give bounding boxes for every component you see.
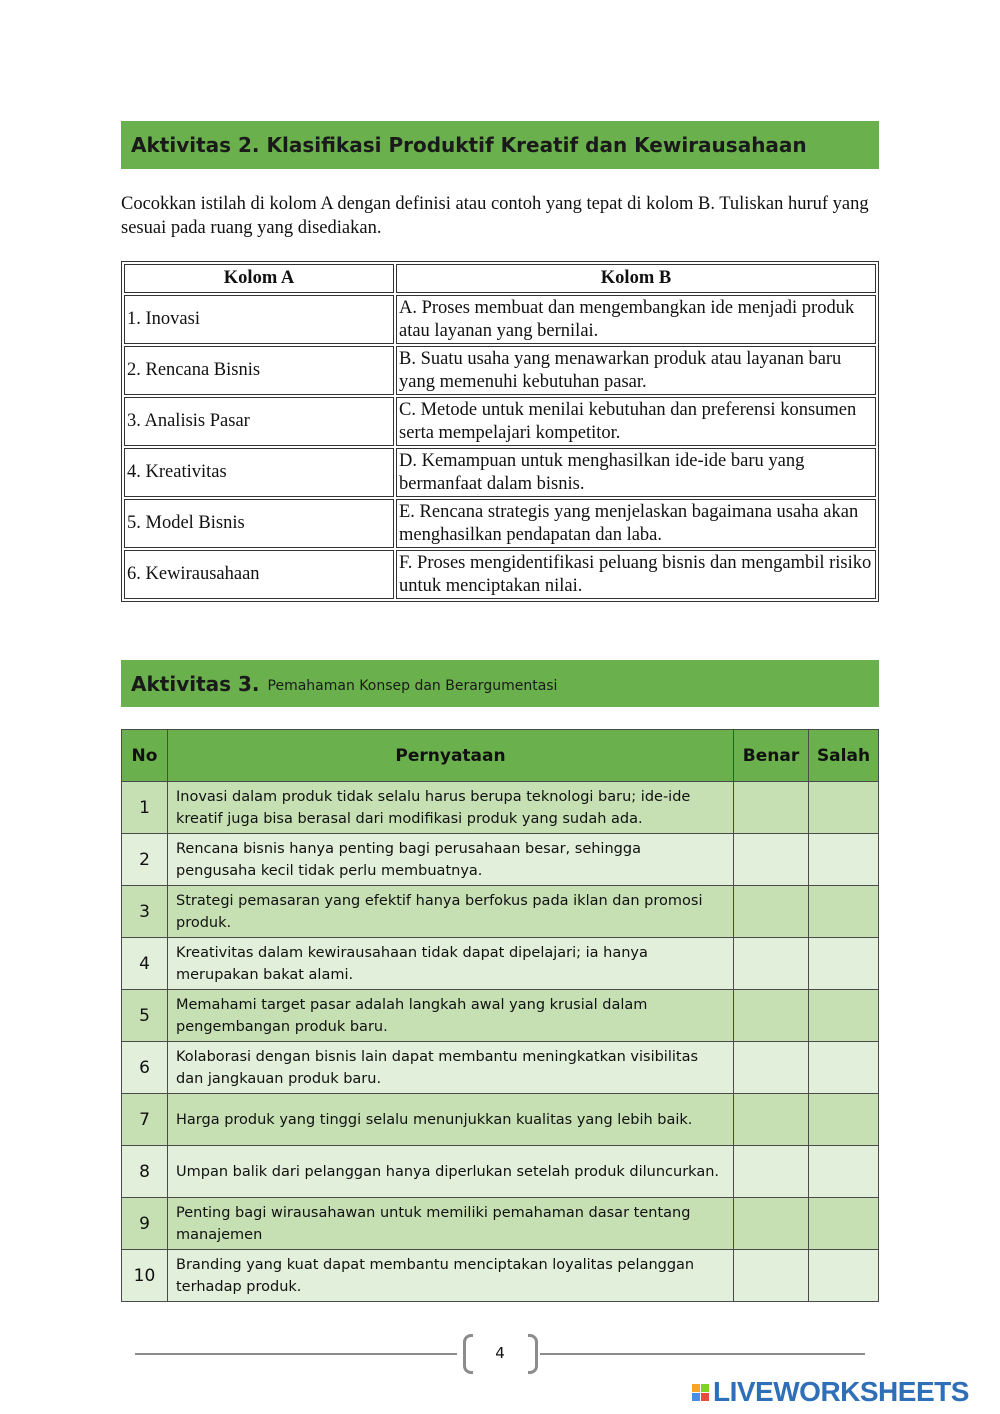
tf-row [122,1094,879,1146]
row-number: 3 [122,886,168,938]
true-false-table [121,729,879,1302]
false-answer-cell[interactable] [809,1198,879,1250]
statement-text: Umpan balik dari pelanggan hanya diperlukan setelah produk diluncurkan. [168,1146,734,1198]
page-number: 4 [495,1344,505,1362]
row-number: 8 [122,1146,168,1198]
true-answer-cell[interactable] [734,1042,809,1094]
row-number: 7 [122,1094,168,1146]
col-a-term: 3. Analisis Pasar [124,397,394,446]
row-number: 6 [122,1042,168,1094]
false-answer-cell[interactable] [809,782,879,834]
liveworksheets-watermark [692,1376,969,1408]
true-answer-cell[interactable] [734,886,809,938]
col-a-term: 5. Model Bisnis [124,499,394,548]
true-answer-cell[interactable] [734,782,809,834]
matching-row [124,397,876,446]
watermark-text: LIVEWORKSHEETS [713,1376,969,1407]
true-answer-cell[interactable] [734,834,809,886]
col-a-term: 2. Rencana Bisnis [124,346,394,395]
statement-text: Kreativitas dalam kewirausahaan tidak dapat dipelajari; ia hanya merupakan bakat alami. [168,938,734,990]
col-b-definition: F. Proses mengidentifikasi peluang bisnis dan mengambil risiko untuk menciptakan nilai. [396,550,876,599]
false-answer-cell[interactable] [809,938,879,990]
matching-row [124,499,876,548]
activity3-title: Aktivitas 3. [131,671,260,696]
col-b-definition: C. Metode untuk menilai kebutuhan dan preferensi konsumen serta mempelajari kompetitor. [396,397,876,446]
false-answer-cell[interactable] [809,886,879,938]
matching-header-row [124,264,876,293]
tf-row [122,990,879,1042]
false-answer-cell[interactable] [809,990,879,1042]
statement-header: Pernyataan [168,730,734,782]
no-header: No [122,730,168,782]
false-answer-cell[interactable] [809,834,879,886]
tf-row [122,1250,879,1302]
statement-text: Inovasi dalam produk tidak selalu harus berupa teknologi baru; ide-ide kreatif juga bisa berasal dari modifikasi produk yang sudah ada. [168,782,734,834]
statement-text: Branding yang kuat dapat membantu menciptakan loyalitas pelanggan terhadap produk. [168,1250,734,1302]
true-answer-cell[interactable] [734,1146,809,1198]
page-footer [135,1334,865,1374]
col-b-definition: E. Rencana strategis yang menjelaskan bagaimana usaha akan menghasilkan pendapatan dan laba. [396,499,876,548]
true-header: Benar [734,730,809,782]
tf-row [122,1198,879,1250]
col-a-term: 4. Kreativitas [124,448,394,497]
footer-rule-left [135,1353,457,1355]
statement-text: Rencana bisnis hanya penting bagi perusahaan besar, sehingga pengusaha kecil tidak perlu membuatnya. [168,834,734,886]
row-number: 5 [122,990,168,1042]
statement-text: Harga produk yang tinggi selalu menunjukkan kualitas yang lebih baik. [168,1094,734,1146]
tf-row [122,782,879,834]
row-number: 1 [122,782,168,834]
tf-row [122,886,879,938]
matching-row [124,346,876,395]
matching-table [121,261,879,602]
col-b-header: Kolom B [396,264,876,293]
col-b-definition: A. Proses membuat dan mengembangkan ide menjadi produk atau layanan yang bernilai. [396,295,876,344]
activity2-title: Aktivitas 2. Klasifikasi Produktif Kreatif dan Kewirausahaan [131,133,807,157]
true-answer-cell[interactable] [734,938,809,990]
col-a-term: 6. Kewirausahaan [124,550,394,599]
row-number: 9 [122,1198,168,1250]
true-answer-cell[interactable] [734,1198,809,1250]
activity2-banner [121,121,879,169]
col-a-term: 1. Inovasi [124,295,394,344]
true-answer-cell[interactable] [734,990,809,1042]
matching-row [124,448,876,497]
statement-text: Penting bagi wirausahawan untuk memiliki pemahaman dasar tentang manajemen [168,1198,734,1250]
false-answer-cell[interactable] [809,1042,879,1094]
activity3-subtitle: Pemahaman Konsep dan Berargumentasi [267,677,558,694]
footer-rule-right [540,1353,865,1355]
col-b-definition: D. Kemampuan untuk menghasilkan ide-ide baru yang bermanfaat dalam bisnis. [396,448,876,497]
row-number: 10 [122,1250,168,1302]
col-b-definition: B. Suatu usaha yang menawarkan produk atau layanan baru yang memenuhi kebutuhan pasar. [396,346,876,395]
statement-text: Memahami target pasar adalah langkah awal yang krusial dalam pengembangan produk baru. [168,990,734,1042]
statement-text: Strategi pemasaran yang efektif hanya berfokus pada iklan dan promosi produk. [168,886,734,938]
false-header: Salah [809,730,879,782]
true-answer-cell[interactable] [734,1250,809,1302]
liveworksheets-logo-icon [692,1384,709,1401]
false-answer-cell[interactable] [809,1094,879,1146]
tf-row [122,1146,879,1198]
activity2-instructions: Cocokkan istilah di kolom A dengan definisi atau contoh yang tepat di kolom B. Tuliskan huruf yang sesuai pada ruang yang disediakan. [121,194,869,238]
false-answer-cell[interactable] [809,1146,879,1198]
tf-row [122,938,879,990]
tf-header-row [122,730,879,782]
true-answer-cell[interactable] [734,1094,809,1146]
col-a-header: Kolom A [124,264,394,293]
statement-text: Kolaborasi dengan bisnis lain dapat membantu meningkatkan visibilitas dan jangkauan produk baru. [168,1042,734,1094]
tf-row [122,1042,879,1094]
row-number: 2 [122,834,168,886]
right-bracket-icon [528,1334,538,1374]
activity3-banner [121,660,879,707]
row-number: 4 [122,938,168,990]
matching-row [124,550,876,599]
left-bracket-icon [463,1334,473,1374]
false-answer-cell[interactable] [809,1250,879,1302]
matching-row [124,295,876,344]
tf-row [122,834,879,886]
